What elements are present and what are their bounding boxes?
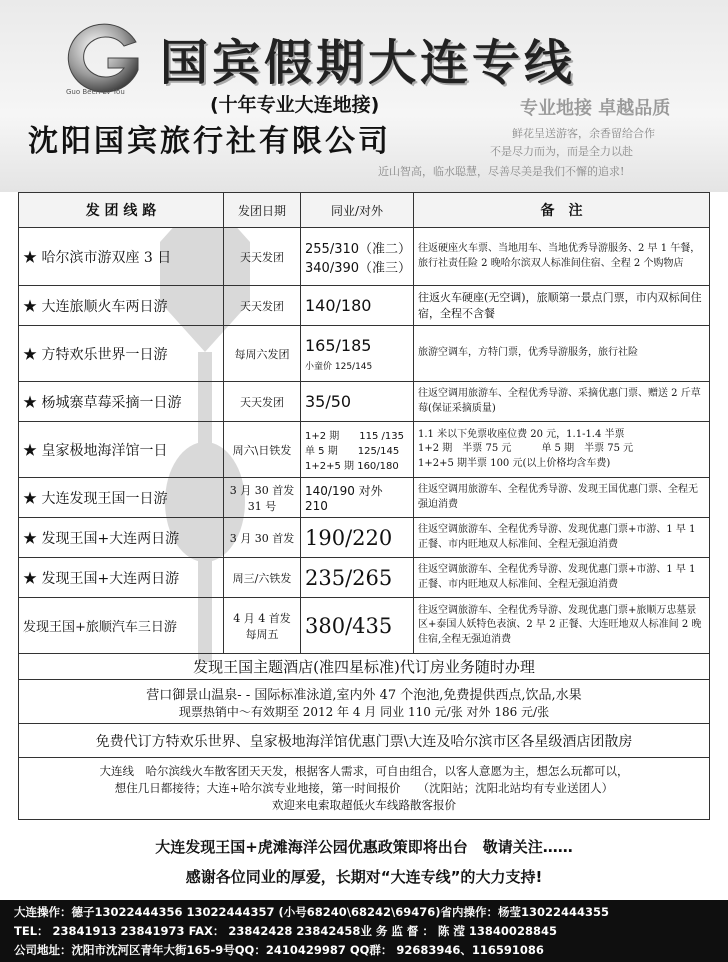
route-price — [301, 422, 414, 478]
route-note: 往返空调旅游车、全程优秀导游、发现优惠门票+市游、1 早 1 正餐、市内旺地双人标准间、全程无强迫消费 — [414, 558, 710, 598]
route-date: 3 月 30 首发 — [224, 518, 301, 558]
route-note: 往返空调用旅游车、全程优秀导游、采摘优惠门票、赠送 2 斤草莓(保证采摘质量) — [414, 382, 710, 422]
route-name: ★ 杨城寨草莓采摘一日游 — [19, 382, 224, 422]
header-note: 备 注 — [414, 193, 710, 228]
price-line: 1+2+5 期 160/180 — [305, 461, 399, 472]
header-banner — [0, 0, 728, 192]
route-date: 周六\日铁发 — [224, 422, 301, 478]
company-name: 沈阳国宾旅行社有限公司 — [28, 124, 391, 159]
price-line: 235/265 — [305, 565, 393, 590]
route-name: ★ 发现王国+大连两日游 — [19, 558, 224, 598]
route-date: 周三/六铁发 — [224, 558, 301, 598]
route-price — [301, 478, 414, 518]
route-note: 1.1 米以下免票收座位费 20 元，1.1-1.4 半票 1+2 期 半票 75 元 单 5 期 半票 75 元 1+2+5 期半票 100 元(以上价格均含车费) — [414, 422, 710, 478]
slogan-line-2: 不是尽力而为，而是全力以赴 — [490, 145, 633, 158]
route-date: 天天发团 — [224, 228, 301, 286]
table-row — [19, 558, 710, 598]
price-line: 单 5 期 125/145 — [305, 446, 400, 457]
announcement-line-1: 大连发现王国+虎滩海洋公园优惠政策即将出台 敬请关注…… — [155, 838, 573, 856]
route-name: ★ 皇家极地海洋馆一日 — [19, 422, 224, 478]
price-line: 35/50 — [305, 392, 352, 411]
route-note: 往返火车硬座(无空调)，旅顺第一景点门票，市内双标间住宿，全程不含餐 — [414, 286, 710, 326]
route-note: 旅游空调车，方特门票，优秀导游服务，旅行社险 — [414, 326, 710, 382]
ticket-row — [19, 724, 710, 758]
route-price — [301, 518, 414, 558]
price-line: 140/190 对外 210 — [305, 484, 383, 513]
route-note: 往返硬座火车票、当地用车、当地优秀导游服务、2 早 1 午餐，旅行社责任险 2 晚哈尔滨双人标准间住宿、全程 2 个购物店 — [414, 228, 710, 286]
table-row — [19, 518, 710, 558]
table-row — [19, 478, 710, 518]
hot-spring-line-2: 现票热销中～有效期至 2012 年 4 月 同业 110 元/张 对外 186 元/张 — [178, 704, 550, 719]
hot-spring-cell — [19, 680, 710, 724]
route-date: 4 月 4 首发 每周五 — [224, 598, 301, 654]
service-line-1: 大连线 哈尔滨线火车散客团天天发，根据客人需求，可自由组合，以客人意愿为主，想怎么玩都可以， — [99, 763, 629, 778]
page-subtitle: (十年专业大连地接) — [210, 94, 380, 116]
header-date: 发团日期 — [224, 193, 301, 228]
service-cell — [19, 758, 710, 820]
hot-spring-line-1: 营口御景山温泉- - 国际标准泳道,室内外 47 个泡池,免费提供西点,饮品,水果 — [146, 687, 582, 703]
header-price: 同业/对外 — [301, 193, 414, 228]
table-row — [19, 382, 710, 422]
route-price — [301, 598, 414, 654]
page-title: 国宾假期大连专线 — [160, 35, 577, 91]
contact-line-3: 公司地址：沈阳市沈河区青年大街165-9号QQ：2410429987 QQ群： 92683946、116591086 — [14, 943, 544, 957]
route-date: 天天发团 — [224, 382, 301, 422]
route-price — [301, 228, 414, 286]
route-name: ★ 发现王国+大连两日游 — [19, 518, 224, 558]
header-route: 发 团 线 路 — [19, 193, 224, 228]
price-line: 1+2 期 115 /135 — [305, 431, 405, 442]
hotel-line: 发现王国主题酒店(准四星标准)代订房业务随时办理 — [19, 654, 710, 680]
table-row — [19, 286, 710, 326]
contact-footer — [0, 900, 728, 962]
route-price — [301, 326, 414, 382]
service-row — [19, 758, 710, 820]
contact-line-1: 大连操作：德子13022444356 13022444357 (小号68240\68242\69476)省内操作：杨莹13022444355 — [14, 905, 609, 919]
route-price — [301, 382, 414, 422]
price-line: 190/220 — [305, 525, 393, 550]
company-logo-icon — [58, 18, 148, 98]
ticket-line: 免费代订方特欢乐世界、皇家极地海洋馆优惠门票\大连及哈尔滨市区各星级酒店团散房 — [19, 724, 710, 758]
table-row — [19, 228, 710, 286]
service-line-2: 想住几日都接待；大连+哈尔滨专业地接，第一时间报价 （沈阳站；沈阳北站均有专业送团人） — [114, 780, 614, 795]
slogan-line-1: 鲜花呈送游客，余香留给合作 — [512, 127, 655, 140]
route-name: ★ 方特欢乐世界一日游 — [19, 326, 224, 382]
route-note: 往返空调用旅游车、全程优秀导游、发现王国优惠门票、全程无强迫消费 — [414, 478, 710, 518]
slogan: 专业地接 卓越品质 — [520, 98, 671, 119]
service-line-3: 欢迎来电索取超低火车线路散客报价 — [272, 798, 456, 813]
route-note: 往返空调旅游车、全程优秀导游、发现优惠门票+旅顺万忠墓景区+泰国人妖特色表演、2 早 2 正餐、大连旺地双人标准间 2 晚住宿,全程无强迫消费 — [414, 598, 710, 654]
route-name: ★ 哈尔滨市游双座 3 日 — [19, 228, 224, 286]
route-date: 每周六发团 — [224, 326, 301, 382]
price-line: 340/390（准三） — [305, 260, 412, 276]
announcement-line-2: 感谢各位同业的厚爱，长期对“大连专线”的大力支持! — [185, 868, 543, 886]
route-name: 发现王国+旅顺汽车三日游 — [19, 598, 224, 654]
route-note: 往返空调旅游车、全程优秀导游、发现优惠门票+市游、1 早 1 正餐、市内旺地双人标准间、全程无强迫消费 — [414, 518, 710, 558]
table-row — [19, 422, 710, 478]
price-line: 255/310（准二） — [305, 241, 412, 257]
price-line: 小童价 125/145 — [305, 361, 373, 372]
route-date: 3 月 30 首发 31 号 — [224, 478, 301, 518]
route-price — [301, 558, 414, 598]
route-date: 天天发团 — [224, 286, 301, 326]
table-row — [19, 326, 710, 382]
table-header-row — [19, 193, 710, 228]
logo-caption: Guo Been Lv You — [66, 88, 125, 96]
route-name: ★ 大连旅顺火车两日游 — [19, 286, 224, 326]
price-line: 380/435 — [305, 613, 393, 638]
contact-line-2: TEL： 23841913 23841973 FAX： 23842428 23842458业 务 监 督 ： 陈 滢 13840028845 — [14, 924, 557, 938]
price-line: 165/185 — [305, 335, 372, 355]
price-line: 140/180 — [305, 296, 372, 315]
slogan-line-3: 近山智高，临水聪慧，尽善尽美是我们不懈的追求! — [378, 165, 625, 178]
table-row — [19, 598, 710, 654]
hot-spring-row — [19, 680, 710, 724]
route-price — [301, 286, 414, 326]
route-name: ★ 大连发现王国一日游 — [19, 478, 224, 518]
hotel-row — [19, 654, 710, 680]
route-table — [18, 192, 710, 820]
